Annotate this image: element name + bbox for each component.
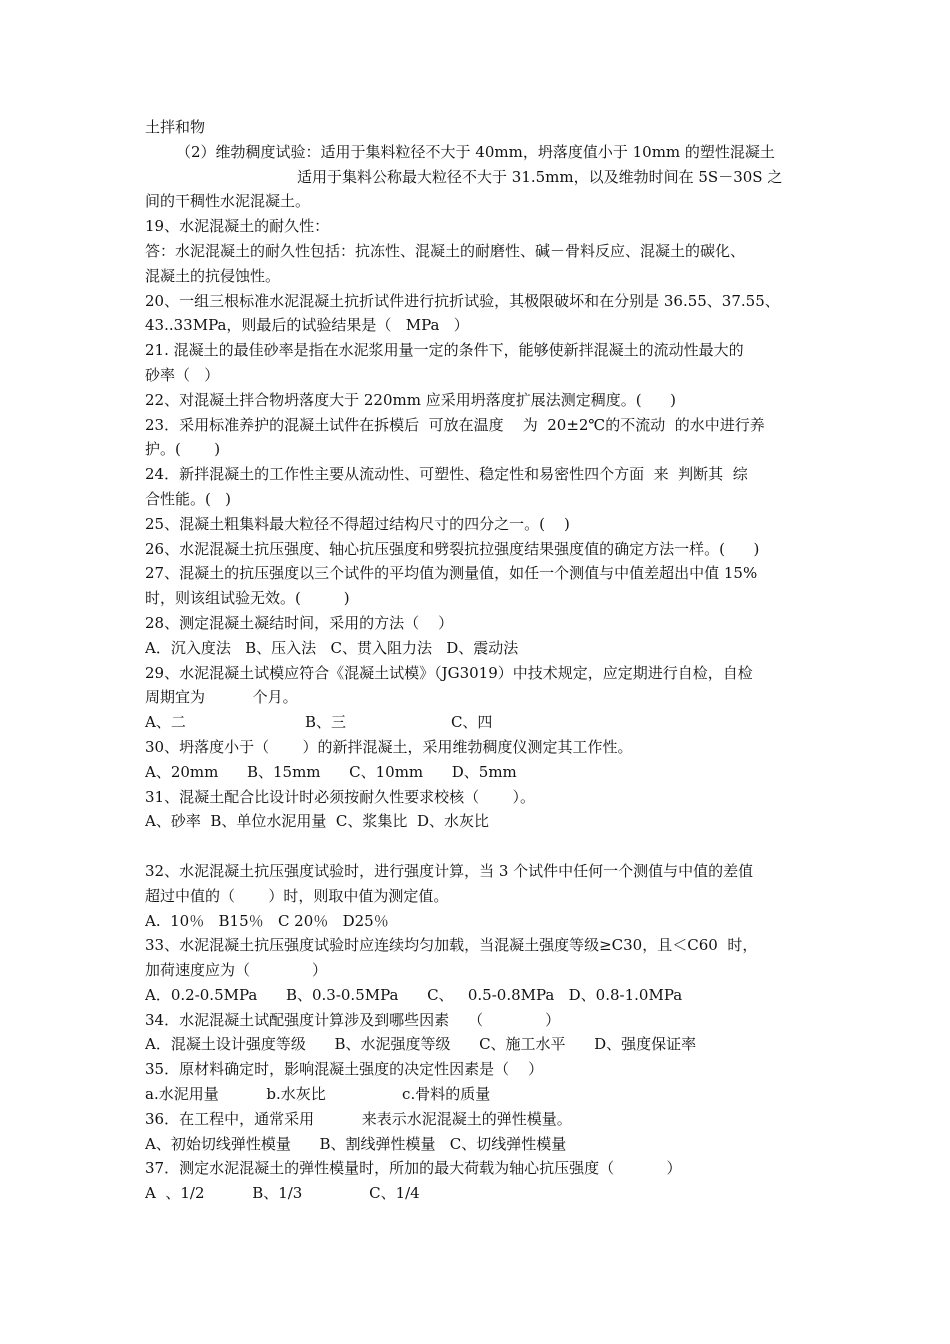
question-35: 35．原材料确定时，影响混凝土强度的决定性因素是（ ） <box>145 1060 544 1079</box>
question-33: 33、水泥混凝土抗压强度试验时应连续均匀加载，当混凝土强度等级≥C30，且＜C60 时， <box>145 936 758 955</box>
text-line: 43..33MPa，则最后的试验结果是（ MPa ） <box>145 316 469 335</box>
text-line: 混凝土的抗侵蚀性。 <box>145 266 281 285</box>
text-line: 间的干稠性水泥混凝土。 <box>145 192 311 211</box>
text-line: 合性能。( ) <box>145 489 232 508</box>
answer-options: a.水泥用量 b.水灰比 c.骨料的质量 <box>145 1085 491 1104</box>
question-20: 20、一组三根标准水泥混凝土抗折试件进行抗折试验，其极限破坏和在分别是 36.55、37.55、 <box>145 291 780 310</box>
answer-options: A、二 B、三 C、四 <box>145 713 493 732</box>
question-36: 36．在工程中，通常采用 来表示水泥混凝土的弹性模量。 <box>145 1109 572 1128</box>
text-line: 周期宜为 个月。 <box>145 688 298 707</box>
question-28: 28、测定混凝土凝结时间，采用的方法（ ） <box>145 613 454 632</box>
question-32: 32、水泥混凝土抗压强度试验时，进行强度计算，当 3 个试件中任何一个测值与中值的差值 <box>145 861 754 880</box>
text-line: 护。( ) <box>145 440 221 459</box>
question-29: 29、水泥混凝土试模应符合《混凝土试模》（JG3019）中技术规定，应定期进行自检，自检 <box>145 663 753 682</box>
question-24: 24．新拌混凝土的工作性主要从流动性、可塑性、稳定性和易密性四个方面 来 判断其 综 <box>145 465 748 484</box>
text-line: （2）维勃稠度试验：适用于集料粒径不大于 40mm，坍落度值小于 10mm 的塑性混凝土 <box>176 142 775 161</box>
question-30: 30、坍落度小于（ ）的新拌混凝土，采用维勃稠度仪测定其工作性。 <box>145 737 633 756</box>
question-34: 34．水泥混凝土试配强度计算涉及到哪些因素 （ ） <box>145 1010 561 1029</box>
answer-options: A. 10％ B15％ C 20％ D25％ <box>145 911 389 930</box>
answer-options: A、初始切线弹性模量 B、割线弹性模量 C、切线弹性模量 <box>145 1134 567 1153</box>
question-21: 21. 混凝土的最佳砂率是指在水泥浆用量一定的条件下，能够使新拌混凝土的流动性最大的 <box>145 341 744 360</box>
question-22: 22、对混凝土拌合物坍落度大于 220mm 应采用坍落度扩展法测定稠度。( ) <box>145 390 677 409</box>
blank-line <box>145 834 810 859</box>
question-37: 37．测定水泥混凝土的弹性模量时，所加的最大荷载为轴心抗压强度（ ） <box>145 1159 682 1178</box>
question-25: 25、混凝土粗集料最大粒径不得超过结构尺寸的四分之一。( ) <box>145 514 570 533</box>
answer-options: A．沉入度法 B、压入法 C、贯入阻力法 D、震动法 <box>145 638 519 657</box>
question-23: 23．采用标准养护的混凝土试件在拆模后 可放在温度 为 20±2℃的不流动 的水中进行养 <box>145 415 765 434</box>
question-27: 27、混凝土的抗压强度以三个试件的平均值为测量值，如任一个测值与中值差超出中值 15% <box>145 564 758 583</box>
question-19: 19、水泥混凝土的耐久性： <box>145 217 330 236</box>
answer-options: A．混凝土设计强度等级 B、水泥强度等级 C、施工水平 D、强度保证率 <box>145 1035 697 1054</box>
text-line: 砂率（ ） <box>145 365 220 384</box>
answer-options: A．0.2-0.5MPa B、0.3-0.5MPa C、 0.5-0.8MPa D、0.8-1.0MPa <box>145 985 683 1004</box>
question-26: 26、水泥混凝土抗压强度、轴心抗压强度和劈裂抗拉强度结果强度值的确定方法一样。( ) <box>145 539 760 558</box>
text-line: 加荷速度应为（ ） <box>145 961 327 980</box>
question-31: 31、混凝土配合比设计时必须按耐久性要求校核（ ）。 <box>145 787 535 806</box>
answer-options: A、20mm B、15mm C、10mm D、5mm <box>145 762 517 781</box>
text-line: 时，则该组试验无效。( ) <box>145 589 350 608</box>
text-line: 土拌和物 <box>145 118 206 136</box>
answer-options: A、砂率 B、单位水泥用量 C、浆集比 D、水灰比 <box>145 812 489 831</box>
answer-options: A 、1/2 B、1/3 C、1/4 <box>145 1184 420 1203</box>
text-line: 答：水泥混凝土的耐久性包括：抗冻性、混凝土的耐磨性、碱－骨料反应、混凝土的碳化、 <box>145 241 746 260</box>
document-page <box>145 115 810 1206</box>
text-line: 超过中值的（ ）时，则取中值为测定值。 <box>145 886 449 905</box>
text-line: 适用于集料公称最大粒径不大于 31.5mm，以及维勃时间在 5S－30S 之 <box>297 167 783 186</box>
